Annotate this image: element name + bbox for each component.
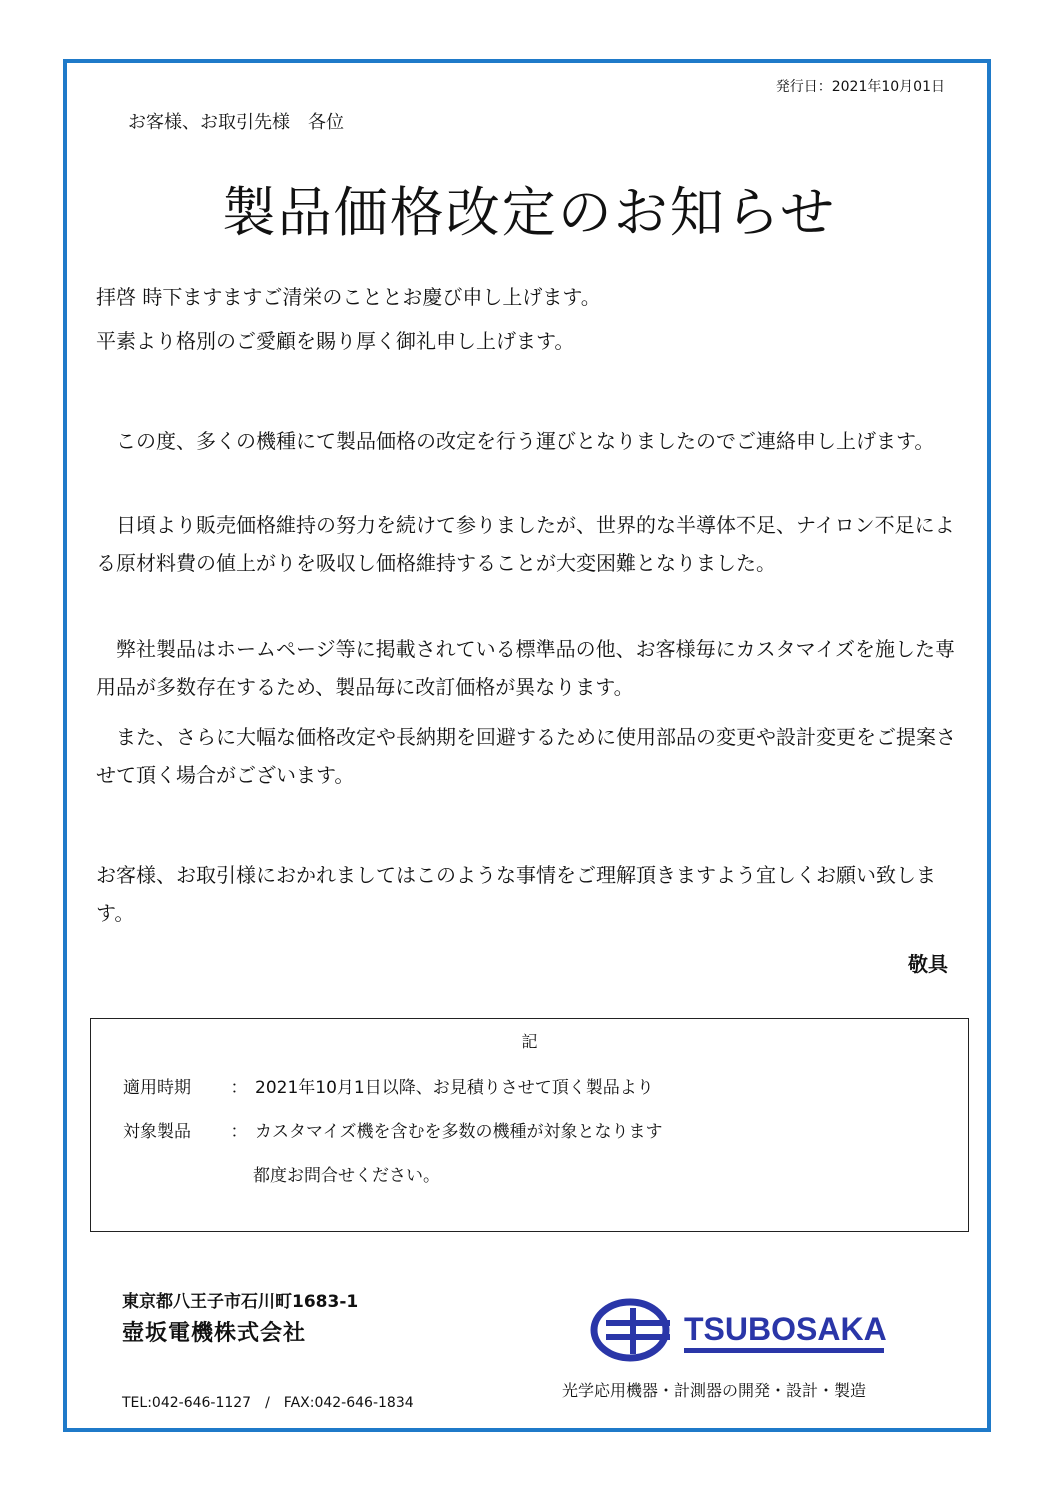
paragraph-5: お客様、お取引様におかれましてはこのような事情をご理解頂きますよう宜しくお願い致します。: [96, 863, 936, 925]
logo-underline: [684, 1348, 884, 1353]
notes-heading: 記: [521, 1032, 538, 1051]
contact-info: TEL:042-646-1127 / FAX:042-646-1834: [122, 1395, 414, 1411]
note-continuation: 都度お問合せください。: [253, 1166, 440, 1186]
paragraph-4: また、さらに大幅な価格改定や長納期を回避するために使用部品の変更や設計変更をご提案させて頂く場合がございます。: [96, 725, 956, 787]
note-separator: ：: [230, 1078, 248, 1098]
note-value: カスタマイズ機を含むを多数の機種が対象となります: [255, 1122, 663, 1142]
logo-bar-top: [606, 1320, 670, 1326]
closing-word: 敬具: [908, 952, 948, 976]
page-title: 製品価格改定のお知らせ: [221, 181, 837, 244]
logo-text: TSUBOSAKA: [684, 1311, 887, 1347]
company-tagline: 光学応用機器・計測器の開発・設計・製造: [562, 1381, 867, 1400]
company-logo: [590, 1298, 890, 1362]
note-label: 適用時期: [123, 1078, 191, 1098]
paragraph-2: 日頃より販売価格維持の努力を続けて参りましたが、世界的な半導体不足、ナイロン不足による原材料費の値上がりを吸収し価格維持することが大変困難となりました。: [96, 513, 955, 575]
issue-date: 発行日：2021年10月01日: [775, 79, 945, 95]
greeting-line-1: 拝啓 時下ますますご清栄のこととお慶び申し上げます。: [96, 285, 601, 309]
company-address: 東京都八王子市石川町1683-1: [122, 1292, 359, 1312]
paragraph-3: 弊社製品はホームページ等に掲載されている標準品の他、お客様毎にカスタマイズを施した専用品が多数存在するため、製品毎に改訂価格が異なります。: [96, 637, 955, 699]
note-separator: ：: [230, 1122, 248, 1142]
note-label: 対象製品: [123, 1122, 191, 1142]
greeting-line-2: 平素より格別のご愛顧を賜り厚く御礼申し上げます。: [96, 329, 575, 353]
company-name: 壺坂電機株式会社: [122, 1321, 307, 1346]
note-value: 2021年10月1日以降、お見積りさせて頂く製品より: [255, 1078, 654, 1098]
note-row-period: [123, 1073, 654, 1098]
logo-bar-bottom: [606, 1334, 670, 1340]
addressee: お客様、お取引先様 各位: [128, 112, 344, 133]
notes-box: [90, 1018, 969, 1232]
note-row-products: [123, 1117, 663, 1142]
paragraph-1: この度、多くの機種にて製品価格の改定を行う運びとなりましたのでご連絡申し上げます。: [116, 429, 935, 453]
logo-stem: [630, 1308, 636, 1354]
